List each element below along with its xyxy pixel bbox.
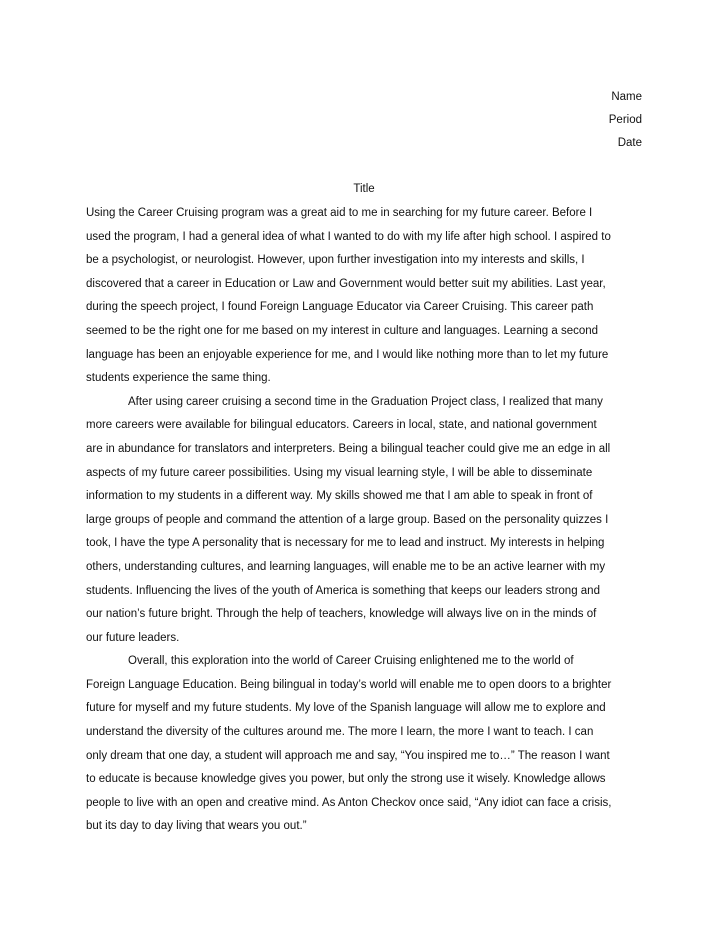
- name-field: Name: [611, 91, 642, 103]
- text-line: students. Influencing the lives of the youth of America is something that keeps our leaders strong and: [86, 584, 600, 597]
- text-line: future for myself and my future students. My love of the Spanish language will allow me to explore and: [86, 702, 606, 715]
- text-line: more careers were available for bilingual educators. Careers in local, state, and national government: [86, 419, 597, 432]
- text-line: Using the Career Cruising program was a great aid to me in searching for my future career. Before I: [86, 207, 593, 219]
- text-line: people to live with an open and creative mind. As Anton Checkov once said, “Any idiot can face a crisis,: [86, 796, 612, 809]
- text-line: took, I have the type A personality that is necessary for me to lead and instruct. My interests in helping: [86, 537, 605, 550]
- text-line: Overall, this exploration into the world of Career Cruising enlightened me to the world of: [128, 655, 574, 668]
- text-line: our future leaders.: [86, 631, 180, 644]
- period-field: Period: [608, 114, 642, 126]
- text-line: during the speech project, I found Foreign Language Educator via Career Cruising. This career path: [86, 301, 594, 314]
- text-line: information to my students in a different way. My skills showed me that I am able to speak in front of: [86, 490, 593, 503]
- text-line: are in abundance for translators and interpreters. Being a bilingual teacher could give me an edge in all: [86, 442, 611, 455]
- essay-body: [86, 202, 644, 839]
- text-line: seemed to be the right one for me based on my interest in culture and languages. Learning a second: [86, 324, 599, 337]
- text-line: language has been an enjoyable experience for me, and I would like nothing more than to let my future: [86, 348, 609, 361]
- text-line: used the program, I had a general idea of what I wanted to do with my life after high school. I aspired to: [86, 230, 611, 243]
- text-line: our nation’s future bright. Through the help of teachers, knowledge will always live on in the minds of: [86, 608, 597, 621]
- date-field: Date: [617, 137, 642, 149]
- student-header: [609, 86, 642, 155]
- text-line: only dream that one day, a student will approach me and say, “You inspired me to…” The reason I want: [86, 749, 610, 762]
- text-line: to educate is because knowledge gives you power, but only the strong use it wisely. Knowledge allows: [86, 773, 606, 786]
- text-line: aspects of my future career possibilities. Using my visual learning style, I will be able to disseminate: [86, 466, 593, 479]
- text-line: understand the diversity of the cultures around me. The more I learn, the more I want to teach. I can: [86, 726, 594, 739]
- text-line: Foreign Language Education. Being bilingual in today’s world will enable me to open doors to a brighter: [86, 678, 612, 691]
- text-line: students experience the same thing.: [86, 372, 271, 385]
- essay-title: Title: [353, 183, 375, 195]
- text-line: After using career cruising a second time in the Graduation Project class, I realized that many: [128, 395, 603, 408]
- text-line: be a psychologist, or neurologist. However, upon further investigation into my interests and skills, I: [86, 254, 585, 267]
- text-line: large groups of people and command the attention of a large group. Based on the personality quizzes I: [86, 513, 609, 526]
- text-line: others, understanding cultures, and learning languages, will enable me to be an active learner with my: [86, 560, 606, 573]
- text-line: discovered that a career in Education or Law and Government would better suit my abilities. Last year,: [86, 277, 606, 290]
- text-line: but its day to day living that wears you out.”: [86, 820, 307, 833]
